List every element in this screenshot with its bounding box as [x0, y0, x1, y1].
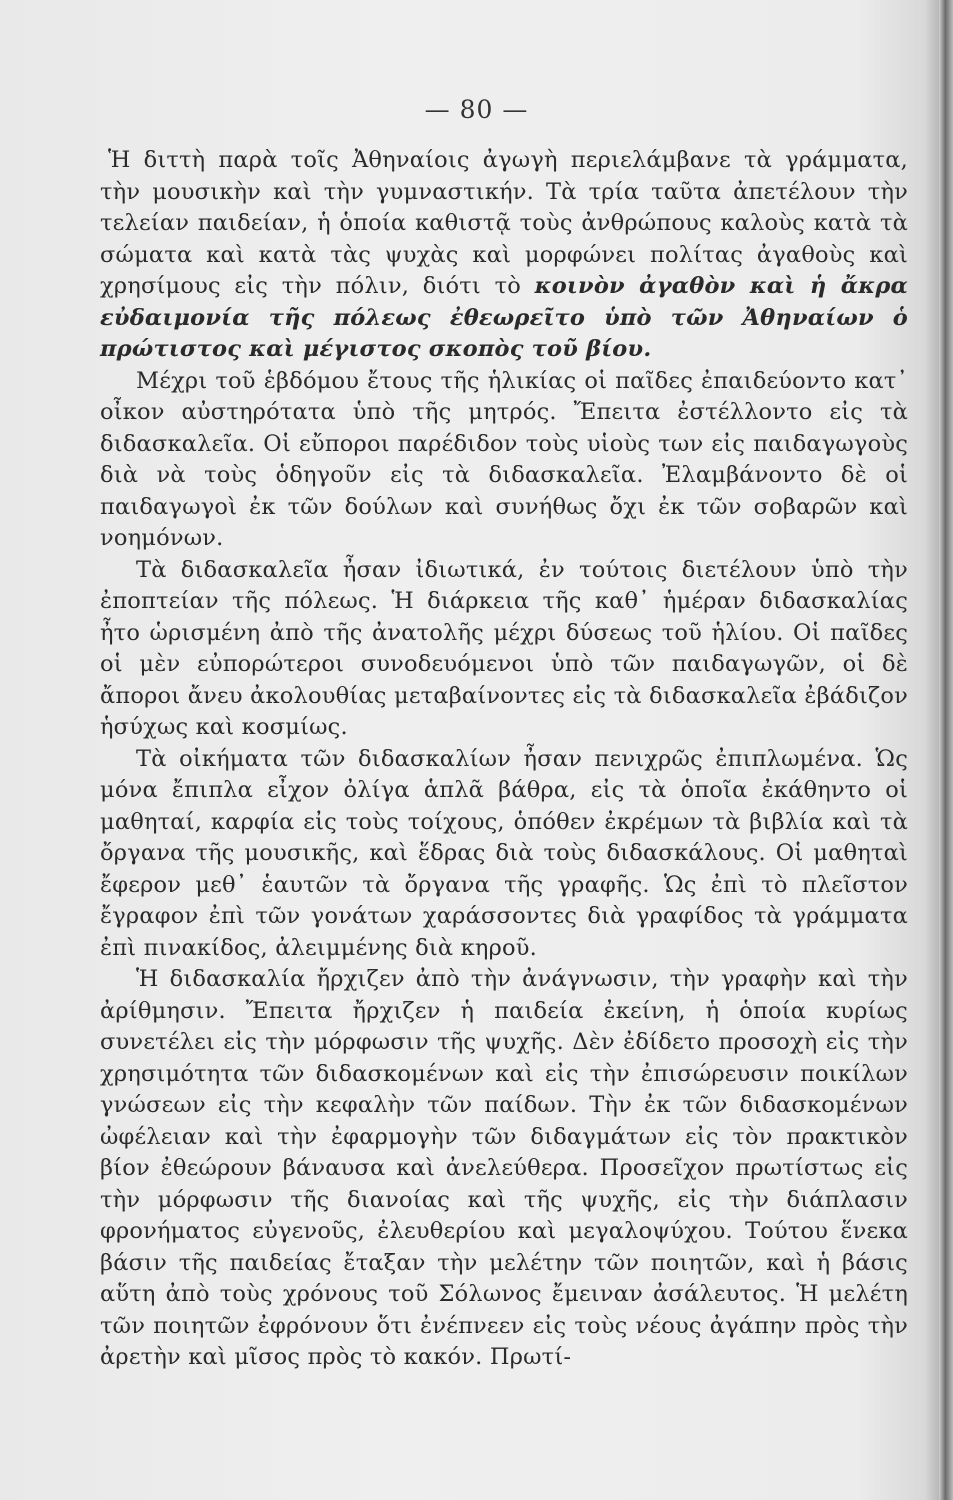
- page-number: — 80 —: [424, 95, 529, 124]
- paragraph-1-text: Ἡ διττὴ παρὰ τοῖς Ἀθηναίοις ἀγωγὴ περιελάμβανε τὰ γράμματα, τὴν μουσικὴν καὶ τὴν γυμναστικήν. Τὰ τρία ταῦτα ἀπετέλουν τὴν τελείαν παιδείαν, ἡ ὁποία καθιστᾷ τοὺς ἀνθρώπους καλοὺς κατὰ τὰ σώματα καὶ κατὰ τὰς ψυχὰς καὶ μορφώνει πολίτας ἀγαθοὺς καὶ χρησίμους εἰς τὴν πόλιν, διότι τὸ: [100, 147, 908, 299]
- paragraph-1: [100, 145, 908, 366]
- paragraph-2: Μέχρι τοῦ ἑβδόμου ἔτους τῆς ἡλικίας οἱ παῖδες ἐπαιδεύοντο κατ᾽ οἶκον αὐστηρότατα ὑπὸ τῆς μητρός. Ἔπειτα ἐστέλλοντο εἰς τὰ διδασκαλεῖα. Οἱ εὔποροι παρέδιδον τοὺς υἱοὺς των εἰς παιδαγωγοὺς διὰ νὰ τοὺς ὁδηγοῦν εἰς τὰ διδασκαλεῖα. Ἐλαμβάνοντο δὲ οἱ παιδαγωγοὶ ἐκ τῶν δούλων καὶ συνήθως ὄχι ἐκ τῶν σοβαρῶν καὶ νοημόνων.: [100, 367, 908, 551]
- paragraph-3: Τὰ διδασκαλεῖα ἦσαν ἰδιωτικά, ἐν τούτοις διετέλουν ὑπὸ τὴν ἐποπτείαν τῆς πόλεως. Ἡ διάρκεια τῆς καθ᾽ ἡμέραν διδασκαλίας ἦτο ὡρισμένη ἀπὸ τῆς ἀνατολῆς μέχρι δύσεως τοῦ ἡλίου. Οἱ παῖδες οἱ μὲν εὐπορώτεροι συνοδευόμενοι ὑπὸ τῶν παιδαγωγῶν, οἱ δὲ ἄποροι ἄνευ ἀκολουθίας μεταβαίνοντες εἰς τὰ διδασκαλεῖα ἐβάδιζον ἡσύχως καὶ κοσμίως.: [100, 556, 908, 740]
- paragraph-1-emphasis: κοινὸν ἀγαθὸν καὶ ἡ ἄκρα εὐδαιμονία τῆς πόλεως ἐθεωρεῖτο ὑπὸ τῶν Ἀθηναίων ὁ πρώτιστος καὶ μέγιστος σκοπὸς τοῦ βίου.: [100, 273, 908, 362]
- page-binding-edge: [939, 0, 953, 1500]
- paragraph-4: Τὰ οἰκήματα τῶν διδασκαλίων ἦσαν πενιχρῶς ἐπιπλωμένα. Ὡς μόνα ἔπιπλα εἶχον ὀλίγα ἁπλᾶ βάθρα, εἰς τὰ ὁποῖα ἐκάθηντο οἱ μαθηταί, καρφία εἰς τοὺς τοίχους, ὁπόθεν ἐκρέμων τὰ βιβλία καὶ τὰ ὄργανα τῆς μουσικῆς, καὶ ἕδρας διὰ τοὺς διδασκάλους. Οἱ μαθηταὶ ἔφερον μεθ᾽ ἑαυτῶν τὰ ὄργανα τῆς γραφῆς. Ὡς ἐπὶ τὸ πλεῖστον ἔγραφον ἐπὶ τῶν γονάτων χαράσσοντες διὰ γραφίδος τὰ γράμματα ἐπὶ πινακίδος, ἀλειμμένης διὰ κηροῦ.: [100, 745, 908, 961]
- paragraph-5: Ἡ διδασκαλία ἤρχιζεν ἀπὸ τὴν ἀνάγνωσιν, τὴν γραφὴν καὶ τὴν ἀρίθμησιν. Ἔπειτα ἤρχιζεν ἡ παιδεία ἐκείνη, ἡ ὁποία κυρίως συνετέλει εἰς τὴν μόρφωσιν τῆς ψυχῆς. Δὲν ἐδίδετο προσοχὴ εἰς τὴν χρησιμότητα τῶν διδασκομένων καὶ εἰς τὴν ἐπισώρευσιν ποικίλων γνώσεων εἰς τὴν κεφαλὴν τῶν παίδων. Τὴν ἐκ τῶν διδασκομένων ὠφέλειαν καὶ τὴν ἐφαρμογὴν τῶν διδαγμάτων εἰς τὸν πρακτικὸν βίον ἐθεώρουν βάναυσα καὶ ἀνελεύθερα. Προσεῖχον πρωτίστως εἰς τὴν μόρφωσιν τῆς διανοίας καὶ τῆς ψυχῆς, εἰς τὴν διάπλασιν φρονήματος εὐγενοῦς, ἐλευθερίου καὶ μεγαλοψύχου. Τούτου ἕνεκα βάσιν τῆς παιδείας ἔταξαν τὴν μελέτην τῶν ποιητῶν, καὶ ἡ βάσις αὕτη ἀπὸ τοὺς χρόνους τοῦ Σόλωνος ἔμειναν ἀσάλευτος. Ἡ μελέτη τῶν ποιητῶν ἐφρόνουν ὅτι ἐνέπνεεν εἰς τοὺς νέους ἀγάπην πρὸς τὴν ἀρετὴν καὶ μῖσος πρὸς τὸ κακόν. Πρωτί-: [100, 966, 908, 1370]
- body-text: [100, 145, 908, 1374]
